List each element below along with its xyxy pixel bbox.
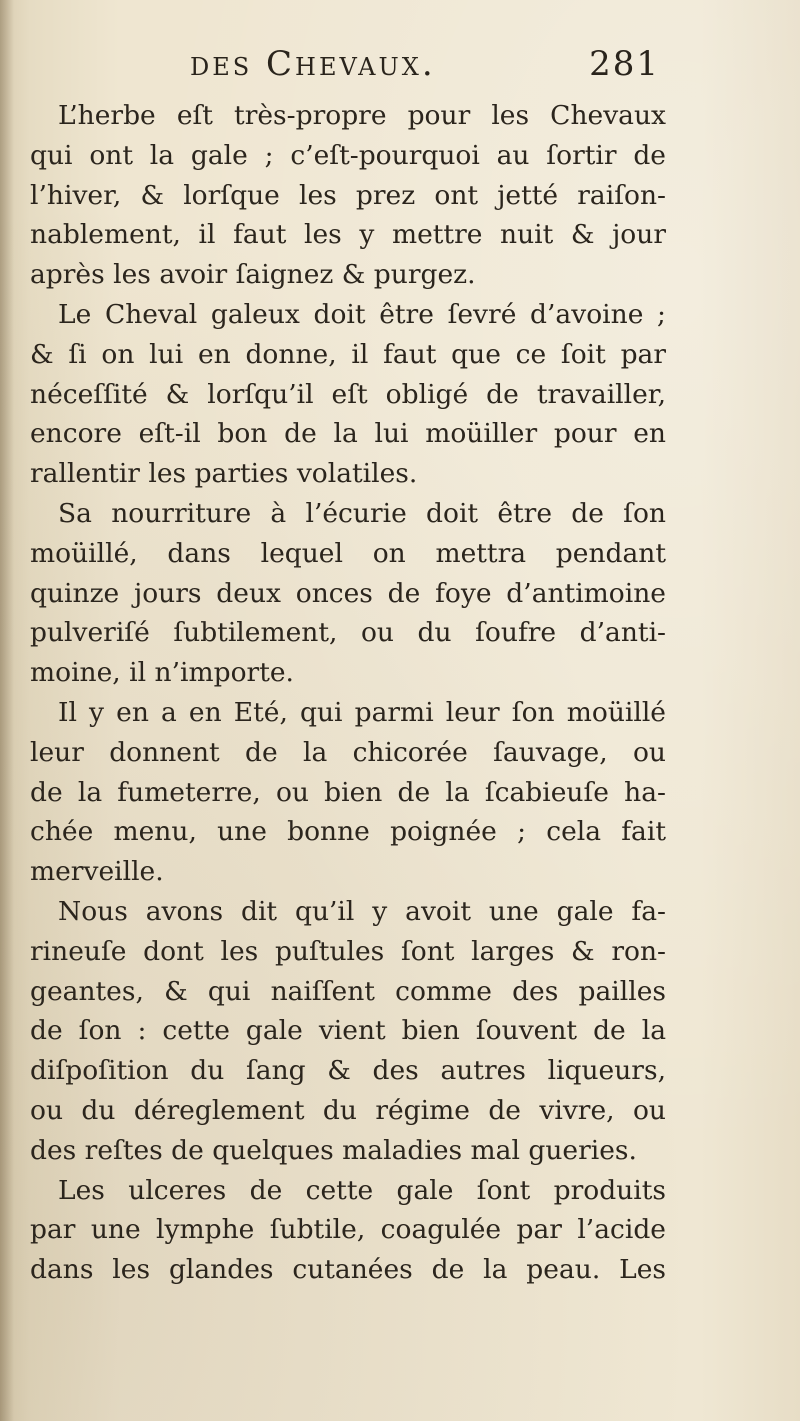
text-line: de ſon : cette gale vient bien ſouvent de la [30, 1015, 666, 1047]
page-header [190, 44, 660, 92]
paragraph [30, 295, 666, 494]
text-line: Nous avons dit qu’il y avoit une gale fa- [58, 895, 666, 927]
text-line: geantes, & qui naiſſent comme des pailles [30, 975, 666, 1007]
text-line: de la fumeterre, ou bien de la ſcabieuſe ha- [30, 776, 666, 808]
text-line: Il y en a en Eté, qui parmi leur ſon moüillé [58, 696, 666, 728]
paragraph [30, 892, 666, 1171]
text-line: nablement, il faut les y mettre nuit & jour [30, 219, 666, 251]
text-line: par une lymphe ſubtile, coagulée par l’acide [30, 1214, 666, 1246]
paragraph [30, 96, 666, 295]
text-line: des reſtes de quelques maladies mal gueries. [30, 1134, 637, 1166]
text-line: ou du déreglement du régime de vivre, ou [30, 1094, 666, 1126]
text-line: rineuſe dont les puſtules ſont larges & ron- [30, 935, 666, 967]
text-line: moüillé, dans lequel on mettra pendant [30, 537, 666, 569]
text-line: moine, il n’importe. [30, 657, 294, 689]
page-number: 281 [589, 44, 660, 84]
text-line: diſpoſition du ſang & des autres liqueurs, [30, 1055, 666, 1087]
binding-gutter-shadow [0, 0, 14, 1421]
text-line: qui ont la gale ; c’eſt-pourquoi au ſortir de [30, 139, 666, 171]
paragraph [30, 693, 666, 892]
text-line: leur donnent de la chicorée ſauvage, ou [30, 736, 666, 768]
text-line: dans les glandes cutanées de la peau. Les [30, 1254, 666, 1286]
text-line: rallentir les parties volatiles. [30, 458, 418, 490]
text-line: après les avoir ſaignez & purgez. [30, 259, 476, 291]
text-line: quinze jours deux onces de foye d’antimoine [30, 577, 666, 609]
text-line: encore eſt-il bon de la lui moüiller pour en [30, 418, 666, 450]
text-line: L’herbe eſt très-propre pour les Chevaux [58, 100, 666, 131]
text-line: merveille. [30, 856, 164, 888]
paragraph [30, 494, 666, 693]
text-line: Le Cheval galeux doit être ſevré d’avoine ; [58, 298, 666, 330]
text-line: Sa nourriture à l’écurie doit être de ſon [58, 497, 666, 529]
running-title: des Chevaux. [190, 44, 436, 84]
text-line: chée menu, une bonne poignée ; cela fait [30, 816, 666, 848]
text-line: Les ulceres de cette gale ſont produits [58, 1174, 666, 1206]
text-line: l’hiver, & lorſque les prez ont jetté raiſon- [30, 179, 666, 211]
text-line: néceſſité & lorſqu’il eſt obligé de travailler, [30, 378, 666, 410]
paragraph [30, 1171, 666, 1290]
text-line: pulveriſé ſubtilement, ou du ſoufre d’anti- [30, 617, 666, 649]
body-text [30, 96, 666, 1290]
text-line: & ſi on lui en donne, il faut que ce ſoit par [30, 338, 666, 370]
